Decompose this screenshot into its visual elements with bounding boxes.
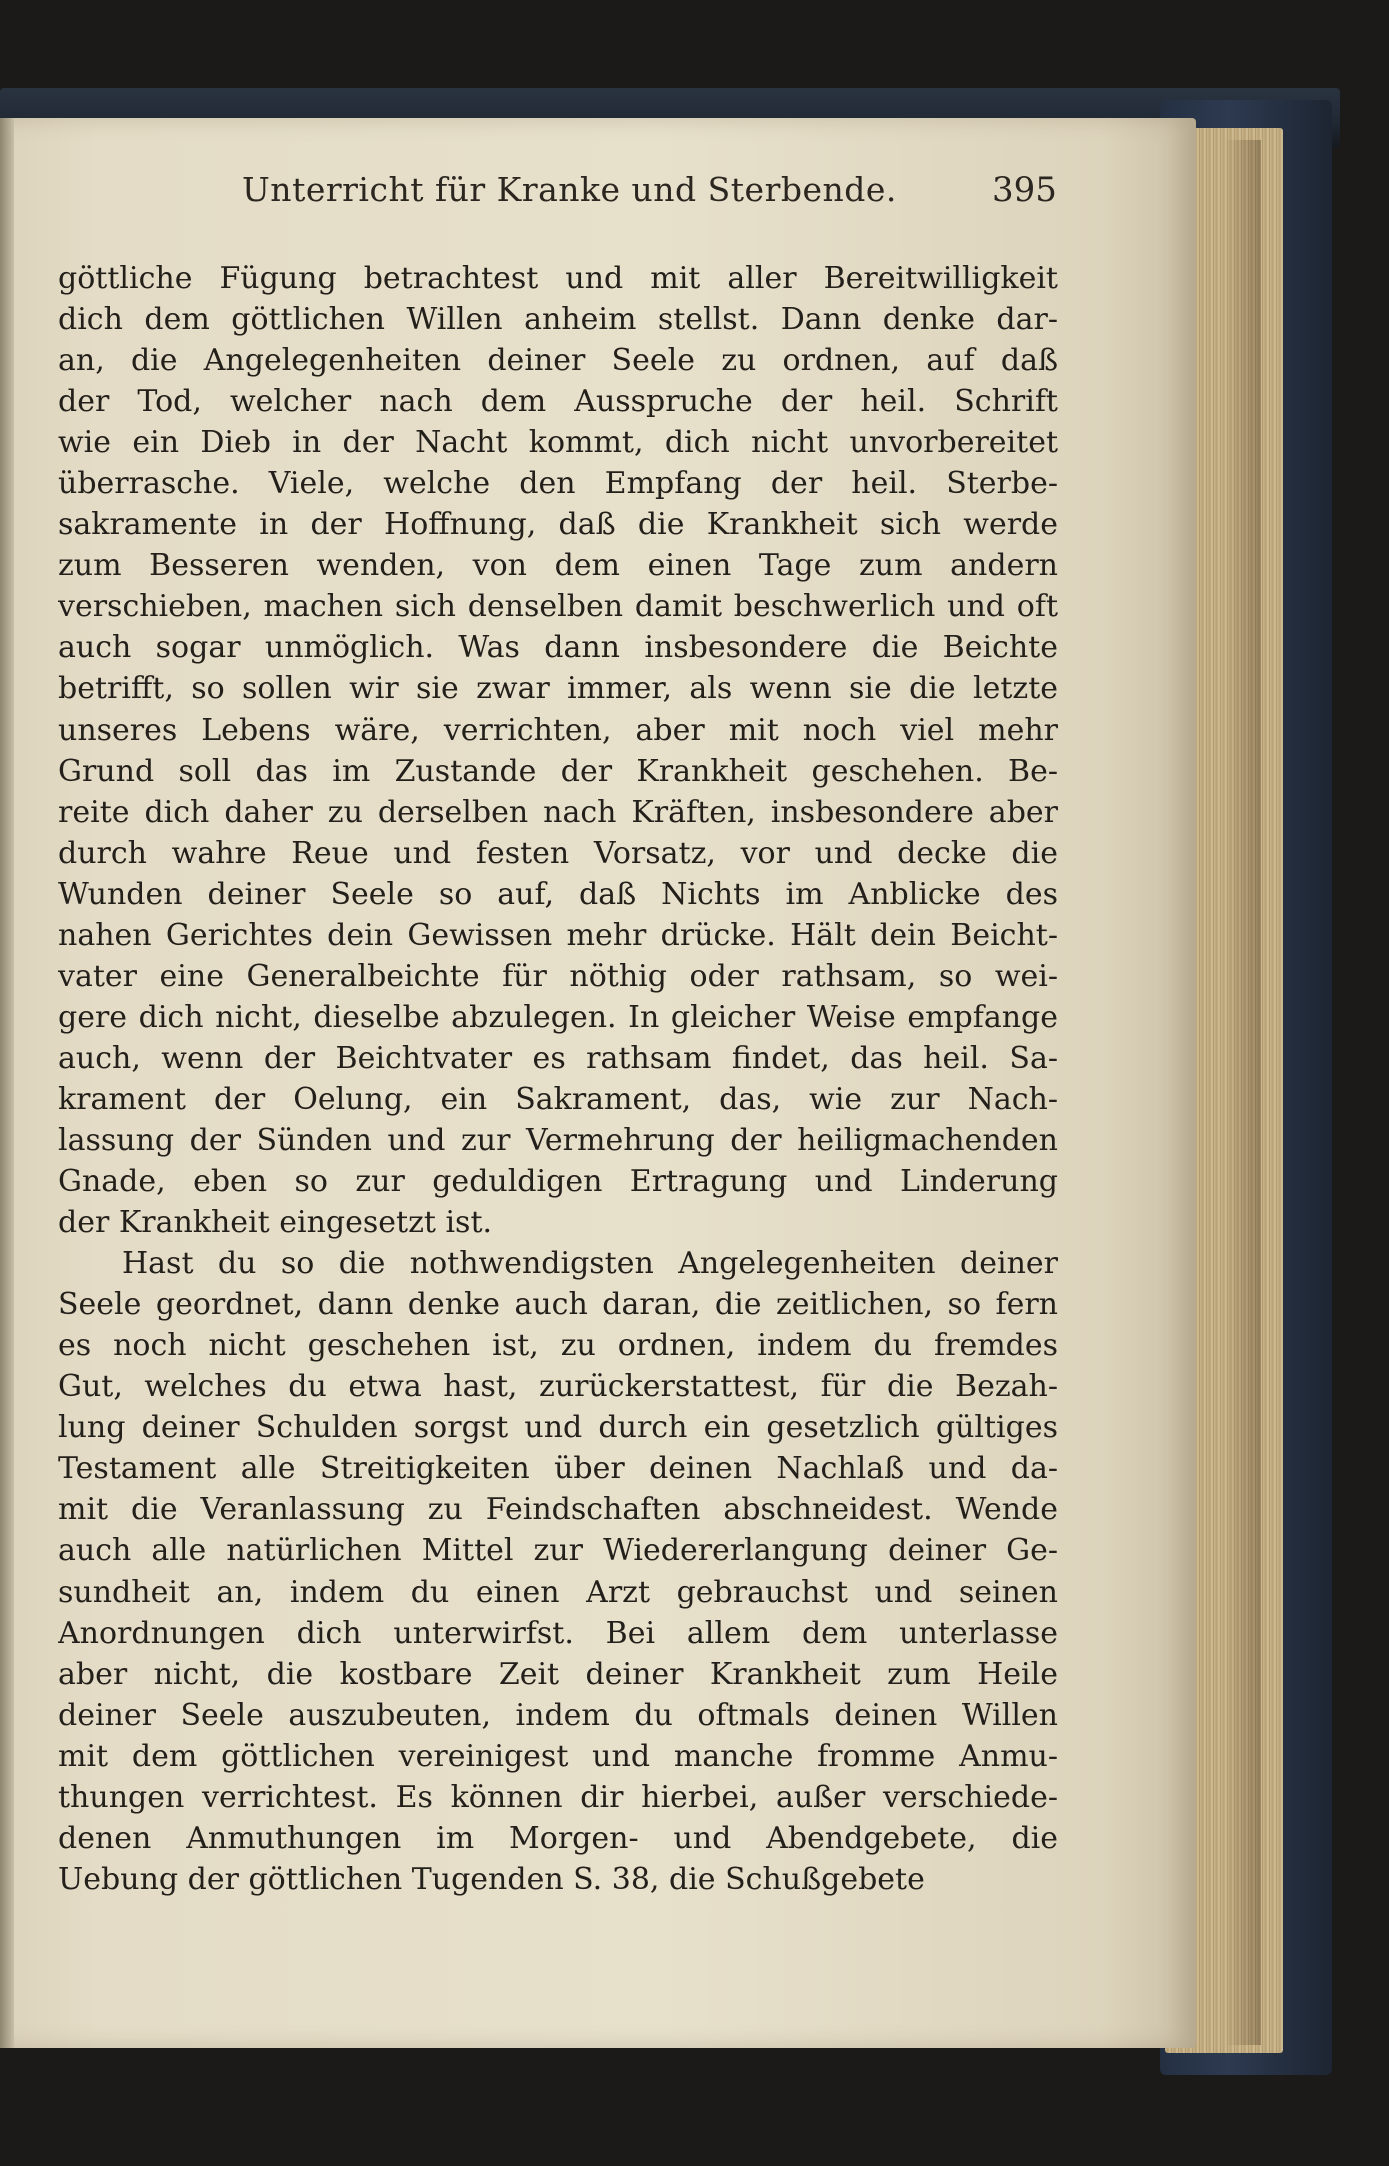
text-line: denen Anmuthungen im Morgen- und Abendgebete, die: [58, 1820, 1058, 1856]
text-line: überrasche. Viele, welche den Empfang der heil. Sterbe-: [58, 466, 1058, 502]
text-line: mit die Veranlassung zu Feindschaften abschneidest. Wende: [58, 1492, 1058, 1528]
text-line: deiner Seele auszubeuten, indem du oftmals deinen Willen: [58, 1697, 1058, 1733]
text-line: der Krankheit eingesetzt ist.: [58, 1205, 493, 1241]
text-line: verschieben, machen sich denselben damit beschwerlich und oft: [58, 589, 1058, 625]
text-line: es noch nicht geschehen ist, zu ordnen, indem du fremdes: [58, 1328, 1058, 1364]
running-title: Unterricht für Kranke und Sterbende.: [242, 170, 897, 209]
running-head: [60, 170, 1060, 226]
text-line: auch sogar unmöglich. Was dann insbesondere die Beichte: [58, 630, 1058, 666]
text-line: Uebung der göttlichen Tugenden S. 38, die Schußgebete: [58, 1861, 925, 1897]
text-line: göttliche Fügung betrachtest und mit aller Bereitwilligkeit: [58, 261, 1058, 296]
text-line: auch, wenn der Beichtvater es rathsam findet, das heil. Sa-: [58, 1040, 1058, 1076]
text-line: wie ein Dieb in der Nacht kommt, dich nicht unvorbereitet: [58, 425, 1058, 461]
text-line: zum Besseren wenden, von dem einen Tage zum andern: [58, 548, 1058, 584]
text-line: durch wahre Reue und festen Vorsatz, vor und decke die: [58, 835, 1058, 871]
page-edges-shadow: [1225, 140, 1261, 2045]
text-line: unseres Lebens wäre, verrichten, aber mit noch viel mehr: [58, 712, 1058, 748]
text-line: Wunden deiner Seele so auf, daß Nichts im Anblicke des: [58, 876, 1058, 912]
text-line: lassung der Sünden und zur Vermehrung der heiligmachenden: [58, 1122, 1058, 1158]
text-line: Hast du so die nothwendigsten Angelegenheiten deiner: [122, 1246, 1058, 1282]
text-line: Testament alle Streitigkeiten über deinen Nachlaß und da-: [58, 1451, 1058, 1487]
text-line: krament der Oelung, ein Sakrament, das, wie zur Nach-: [58, 1081, 1058, 1117]
text-line: reite dich daher zu derselben nach Kräften, insbesondere aber: [58, 794, 1058, 830]
page-gutter: [0, 118, 14, 2048]
text-line: sakramente in der Hoffnung, daß die Krankheit sich werde: [58, 507, 1058, 543]
text-line: thungen verrichtest. Es können dir hierbei, außer verschiede-: [58, 1779, 1058, 1815]
text-line: aber nicht, die kostbare Zeit deiner Krankheit zum Heile: [58, 1656, 1058, 1692]
text-line: gere dich nicht, dieselbe abzulegen. In gleicher Weise empfange: [58, 999, 1058, 1035]
text-line: Grund soll das im Zustande der Krankheit geschehen. Be-: [58, 753, 1058, 789]
text-line: auch alle natürlichen Mittel zur Wiedererlangung deiner Ge-: [58, 1533, 1058, 1569]
text-line: nahen Gerichtes dein Gewissen mehr drücke. Hält dein Beicht-: [58, 917, 1058, 953]
body-text: [58, 258, 1058, 1900]
text-line: betrifft, so sollen wir sie zwar immer, als wenn sie die letzte: [58, 671, 1058, 707]
text-line: Seele geordnet, dann denke auch daran, die zeitlichen, so fern: [58, 1287, 1058, 1323]
text-line: vater eine Generalbeichte für nöthig oder rathsam, so wei-: [58, 958, 1058, 994]
text-line: der Tod, welcher nach dem Ausspruche der heil. Schrift: [58, 384, 1058, 420]
text-line: sundheit an, indem du einen Arzt gebrauchst und seinen: [58, 1574, 1058, 1610]
text-line: Anordnungen dich unterwirfst. Bei allem dem unterlasse: [58, 1615, 1058, 1651]
text-line: lung deiner Schulden sorgst und durch ein gesetzlich gültiges: [58, 1410, 1058, 1446]
text-line: mit dem göttlichen vereinigest und manche fromme Anmu-: [58, 1738, 1058, 1774]
text-line: Gnade, eben so zur geduldigen Ertragung und Linderung: [58, 1164, 1058, 1200]
text-line: dich dem göttlichen Willen anheim stellst. Dann denke dar-: [58, 302, 1058, 338]
text-line: Gut, welches du etwa hast, zurückerstattest, für die Bezah-: [58, 1369, 1058, 1405]
page-number: 395: [992, 170, 1057, 210]
text-line: an, die Angelegenheiten deiner Seele zu ordnen, auf daß: [58, 343, 1058, 379]
